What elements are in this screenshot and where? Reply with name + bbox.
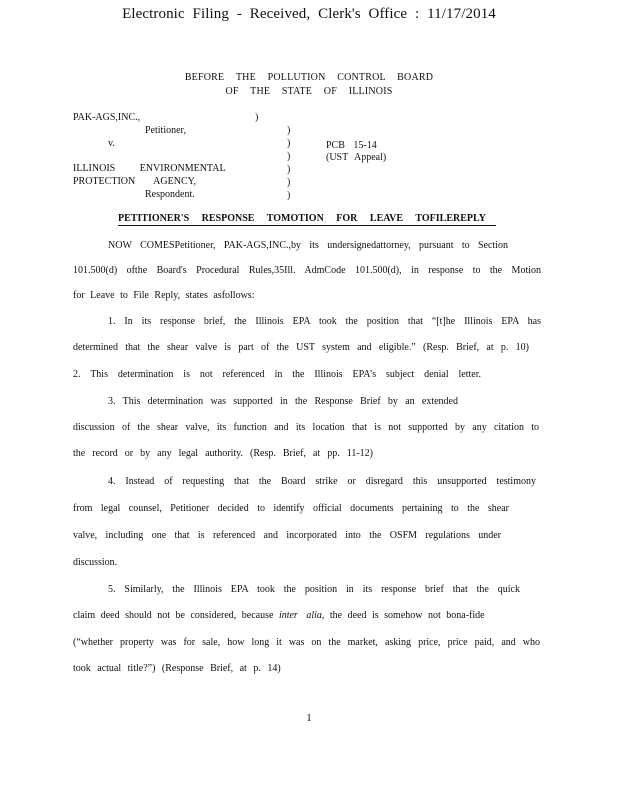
respondent-line2: PROTECTION AGENCY, bbox=[73, 176, 197, 187]
para1-line1: 1. In its response brief, the Illinois EPA took the position that “[t]he Illinois EPA has bbox=[108, 316, 541, 327]
intro-line2: 101.500(d) ofthe Board's Procedural Rules,35Ill. AdmCode 101.500(d), in response to the Motion bbox=[73, 265, 541, 276]
document-title: PETITIONER'S RESPONSE TOMOTION FOR LEAVE TOFILEREPLY bbox=[118, 213, 496, 226]
para4-line1: 4. Instead of requesting that the Board strike or disregard this unsupported testimony bbox=[108, 476, 536, 487]
para5-line2-italic: inter alia bbox=[278, 610, 322, 621]
caption-paren: ) bbox=[287, 190, 291, 201]
intro-line1: NOW COMESPetitioner, PAK-AGS,INC.,by its undersignedattorney, pursuant to Section bbox=[108, 240, 508, 251]
para3-line3: the record or by any legal authority. (Resp. Brief, at pp. 11-12) bbox=[73, 448, 373, 459]
para5-line2 bbox=[73, 610, 511, 621]
caption-paren: ) bbox=[287, 125, 291, 136]
caption-paren: ) bbox=[287, 164, 291, 175]
petitioner-name: PAK-AGS,INC., bbox=[73, 112, 141, 123]
para1-line2: determined that the shear valve is part of the UST system and eligible.” (Resp. Brief, at p. 10) bbox=[73, 342, 529, 353]
caption-paren-open: ) bbox=[255, 112, 259, 123]
para3-line2: discussion of the shear valve, its function and its location that is not supported by any citation to bbox=[73, 422, 539, 433]
para4-line3: valve, including one that is referenced and incorporated into the OSFM regulations under bbox=[73, 530, 501, 541]
case-type: (UST Appeal) bbox=[326, 152, 387, 163]
respondent-line1: ILLINOIS ENVIRONMENTAL bbox=[73, 163, 226, 174]
board-name-line2: OF THE STATE OF ILLINOIS bbox=[225, 86, 393, 97]
para3-line1: 3. This determination was supported in the Response Brief by an extended bbox=[108, 396, 458, 407]
para5-line3: (“whether property was for sale, how long it was on the market, asking price, price paid, and who bbox=[73, 637, 540, 648]
caption-paren: ) bbox=[287, 151, 291, 162]
para5-line1: 5. Similarly, the Illinois EPA took the position in its response brief that the quick bbox=[108, 584, 520, 595]
para4-line4: discussion. bbox=[73, 557, 118, 568]
para2-line1: 2. This determination is not referenced in the Illinois EPA’s subject denial letter. bbox=[73, 369, 481, 380]
para5-line4: took actual title?”) (Response Brief, at p. 14) bbox=[73, 663, 281, 674]
versus: v. bbox=[108, 138, 115, 149]
intro-line3: for Leave to File Reply, states asfollows: bbox=[73, 290, 255, 301]
para5-line2-post: , the deed is somehow not bona-fide bbox=[321, 610, 485, 621]
case-number: PCB 15-14 bbox=[326, 140, 377, 151]
page-number: 1 bbox=[306, 712, 312, 724]
para4-line2: from legal counsel, Petitioner decided to identify official documents pertaining to the shear bbox=[73, 503, 509, 514]
caption-paren: ) bbox=[287, 177, 291, 188]
respondent-role: Respondent. bbox=[145, 189, 195, 200]
para5-line2-pre: claim deed should not be considered, because bbox=[73, 610, 274, 621]
caption-paren: ) bbox=[287, 138, 291, 149]
board-name-line1: BEFORE THE POLLUTION CONTROL BOARD bbox=[184, 72, 434, 83]
petitioner-role: Petitioner, bbox=[145, 125, 186, 136]
filing-stamp: Electronic Filing - Received, Clerk's Office : 11/17/2014 bbox=[122, 6, 496, 22]
